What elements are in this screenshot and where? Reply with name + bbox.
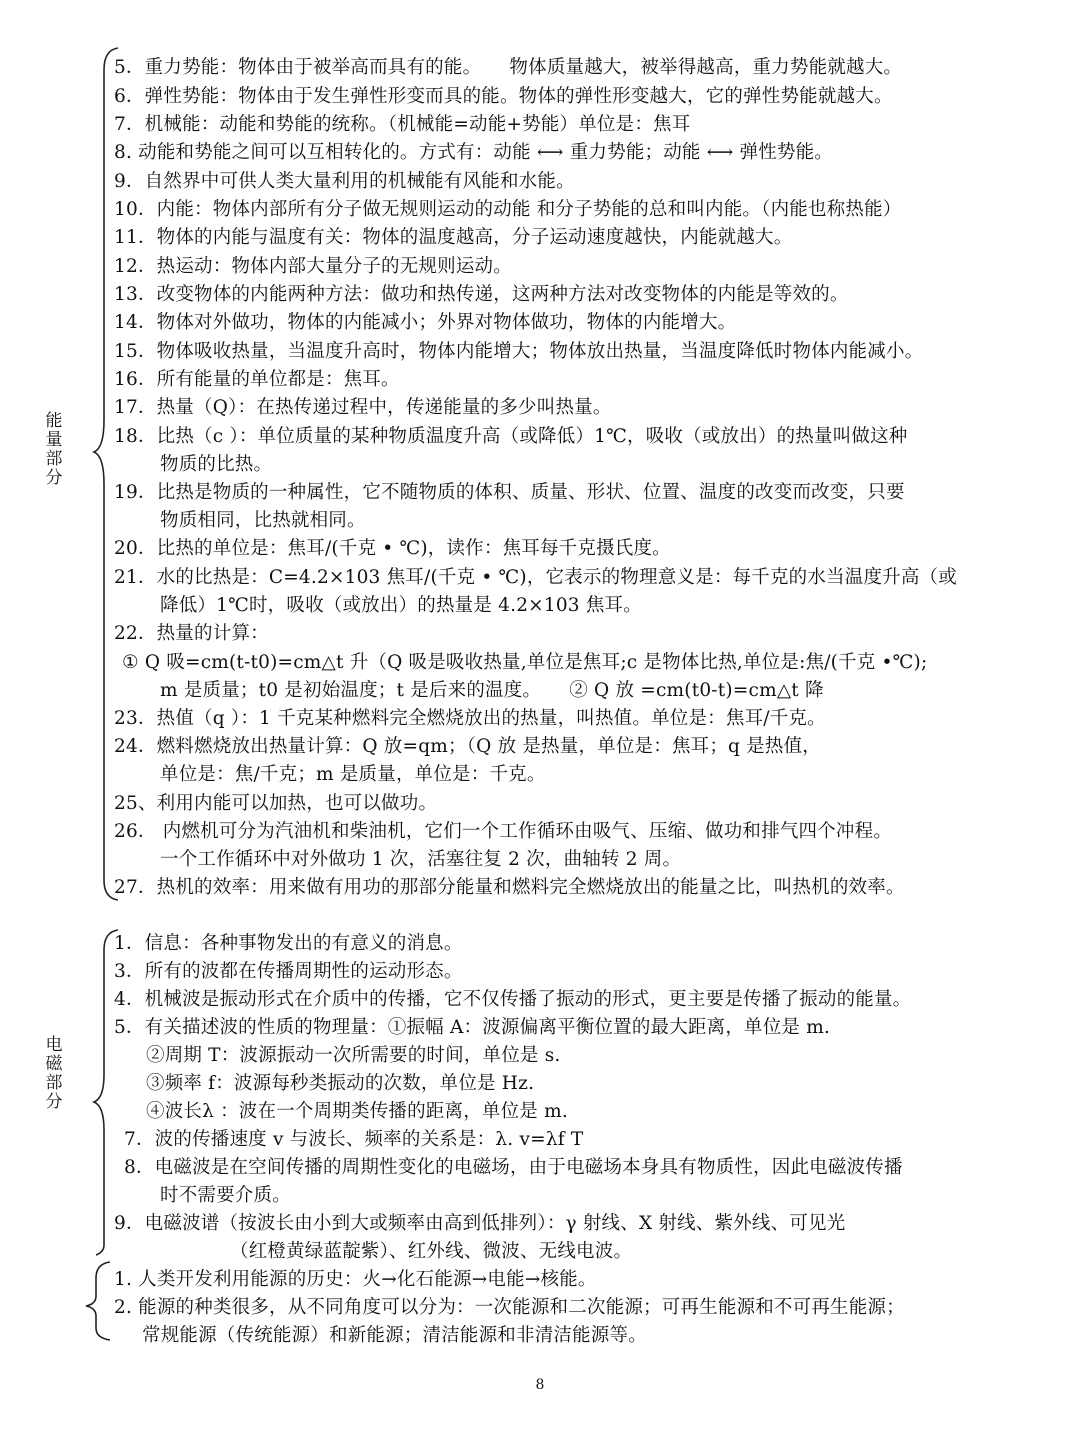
energy-line: m 是质量；t0 是初始温度；t 是后来的温度。 ② Q 放 =cm(t0-t)=cm△t 降 <box>160 680 824 701</box>
energy-line: 物质相同，比热就相同。 <box>160 510 366 531</box>
energy-line: 降低）1℃时，吸收（或放出）的热量是 4.2×103 焦耳。 <box>160 595 642 616</box>
energy-line: 27．热机的效率：用来做有用功的那部分能量和燃料完全燃烧放出的能量之比，叫热机的效率。 <box>114 877 905 898</box>
em-line: 7．波的传播速度 v 与波长、频率的关系是：λ. v=λf T <box>124 1129 584 1150</box>
em-line: ④波长λ ：波在一个周期类传播的距离，单位是 m. <box>146 1101 568 1122</box>
energy-line: 23．热值（q ）：1 千克某种燃料完全燃烧放出的热量，叫热值。单位是：焦耳/千克。 <box>114 708 826 729</box>
em-line: （红橙黄绿蓝靛紫）、红外线、微波、无线电波。 <box>230 1241 633 1262</box>
energy-line: 20．比热的单位是：焦耳/(千克 • ℃)，读作：焦耳每千克摄氏度。 <box>114 538 671 559</box>
em-line: 8．电磁波是在空间传播的周期性变化的电磁场，由于电磁场本身具有物质性，因此电磁波传播 <box>124 1157 903 1178</box>
energy-line: 13．改变物体的内能两种方法：做功和热传递，这两种方法对改变物体的内能是等效的。 <box>114 284 849 305</box>
energy-line: 26． 内燃机可分为汽油机和柴油机，它们一个工作循环由吸气、压缩、做功和排气四个冲程。 <box>114 821 893 842</box>
energy-line: 22．热量的计算： <box>114 623 269 644</box>
em-line: 9．电磁波谱（按波长由小到大或频率由高到低排列）：γ 射线、X 射线、紫外线、可见光 <box>114 1213 846 1234</box>
source-line: 1. 人类开发利用能源的历史：火→化石能源→电能→核能。 <box>114 1269 597 1290</box>
em-section-label: 电磁部分 <box>45 1035 63 1112</box>
energy-line: 9．自然界中可供人类大量利用的机械能有风能和水能。 <box>114 171 575 192</box>
page-number: 8 <box>535 1377 545 1393</box>
em-line: 1．信息：各种事物发出的有意义的消息。 <box>114 933 463 954</box>
energy-line: 17．热量（Q）：在热传递过程中，传递能量的多少叫热量。 <box>114 397 612 418</box>
energy-line: 25、利用内能可以加热，也可以做功。 <box>114 793 438 814</box>
energy-line: 24．燃料燃烧放出热量计算：Q 放=qm；（Q 放 是热量，单位是：焦耳；q 是热值， <box>114 736 821 757</box>
source-brace <box>86 1262 110 1340</box>
source-line: 2. 能源的种类很多，从不同角度可以分为：一次能源和二次能源；可再生能源和不可再生能源； <box>114 1297 905 1318</box>
em-line: ②周期 T：波源振动一次所需要的时间，单位是 s. <box>146 1045 561 1066</box>
energy-line: 12．热运动：物体内部大量分子的无规则运动。 <box>114 256 512 277</box>
energy-line: 10．内能：物体内部所有分子做无规则运动的动能 和分子势能的总和叫内能。（内能也称热能） <box>114 199 902 220</box>
energy-line: 单位是：焦/千克；m 是质量，单位是：千克。 <box>160 764 546 785</box>
source-line: 常规能源（传统能源）和新能源；清洁能源和非清洁能源等。 <box>142 1325 647 1346</box>
em-line: 时不需要介质。 <box>160 1185 291 1206</box>
energy-line: 16．所有能量的单位都是：焦耳。 <box>114 369 400 390</box>
energy-line: 14．物体对外做功，物体的内能减小；外界对物体做功，物体的内能增大。 <box>114 312 737 333</box>
energy-line: 6．弹性势能：物体由于发生弹性形变而具的能。物体的弹性形变越大，它的弹性势能就越大。 <box>114 86 893 107</box>
energy-line: ① Q 吸=cm(t-t0)=cm△t 升（Q 吸是吸收热量,单位是焦耳;c 是物体比热,单位是:焦/(千克 •℃); <box>122 652 928 673</box>
energy-line: 21．水的比热是：C=4.2×103 焦耳/(千克 • ℃)，它表示的物理意义是：每千克的水当温度升高（或 <box>114 567 957 588</box>
energy-line: 18．比热（c ）：单位质量的某种物质温度升高（或降低）1℃，吸收（或放出）的热量叫做这种 <box>114 426 908 447</box>
energy-line: 物质的比热。 <box>160 454 273 475</box>
energy-line: 19．比热是物质的一种属性，它不随物质的体积、质量、形状、位置、温度的改变而改变，只要 <box>114 482 905 503</box>
em-line: 3．所有的波都在传播周期性的运动形态。 <box>114 961 463 982</box>
energy-line: 11．物体的内能与温度有关：物体的温度越高，分子运动速度越快，内能就越大。 <box>114 227 793 248</box>
energy-line: 一个工作循环中对外做功 1 次，活塞往复 2 次，曲轴转 2 周。 <box>160 849 682 870</box>
energy-line: 8. 动能和势能之间可以互相转化的。方式有：动能 ⟷ 重力势能；动能 ⟷ 弹性势能。 <box>114 142 833 163</box>
energy-line: 7．机械能：动能和势能的统称。（机械能=动能+势能）单位是：焦耳 <box>114 114 691 135</box>
em-line: 5．有关描述波的性质的物理量：①振幅 A：波源偏离平衡位置的最大距离，单位是 m. <box>114 1017 831 1038</box>
energy-line: 5．重力势能：物体由于被举高而具有的能。 物体质量越大，被举得越高，重力势能就越大。 <box>114 57 903 78</box>
em-line: ③频率 f：波源每秒类振动的次数，单位是 Hz. <box>146 1073 535 1094</box>
em-line: 4．机械波是振动形式在介质中的传播，它不仅传播了振动的形式，更主要是传播了振动的能量。 <box>114 989 912 1010</box>
energy-line: 15．物体吸收热量，当温度升高时，物体内能增大；物体放出热量，当温度降低时物体内能减小。 <box>114 341 924 362</box>
energy-section-label: 能量部分 <box>45 411 63 488</box>
